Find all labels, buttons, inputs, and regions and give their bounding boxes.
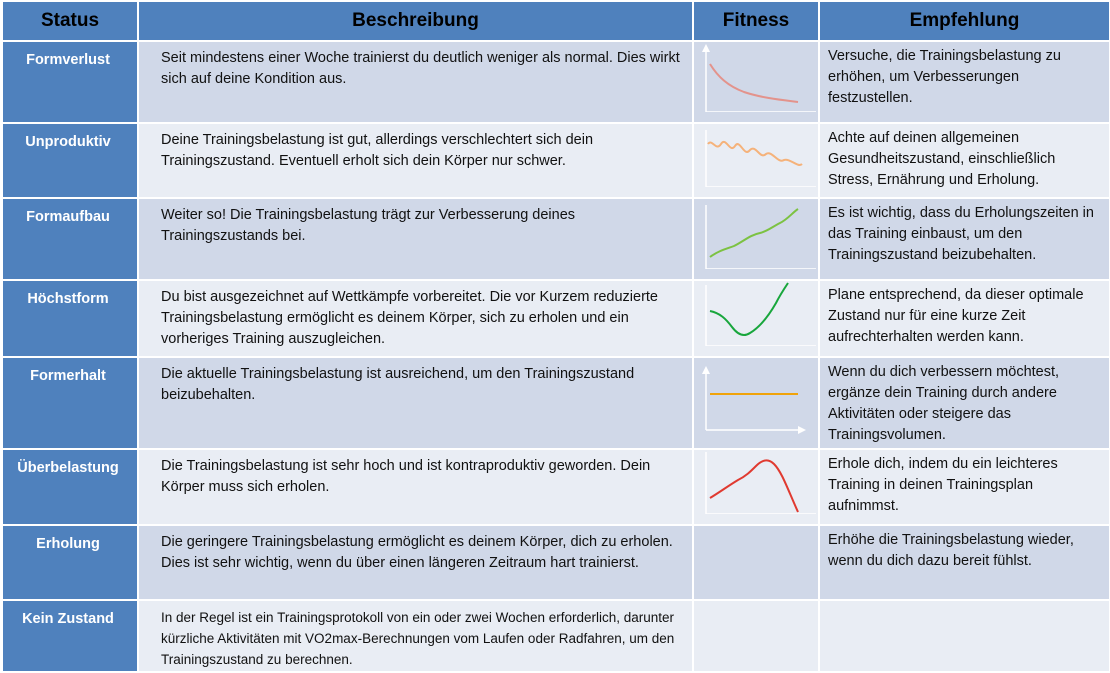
- fitness-chart: [694, 358, 816, 438]
- fitness-cell: [693, 123, 819, 198]
- header-description: Beschreibung: [138, 1, 693, 41]
- fitness-cell: [693, 449, 819, 525]
- status-label: Formverlust: [26, 52, 110, 68]
- x-axis-arrow-icon: [798, 426, 806, 434]
- status-cell: [2, 123, 138, 198]
- status-cell: [2, 357, 138, 449]
- fitness-cell: [693, 280, 819, 357]
- description-cell: In der Regel ist ein Trainingsprotokoll von ein oder zwei Wochen erforderlich, darunter kürzliche Aktivitäten mit VO2max-Berechnungen vom Laufen oder Radfahren, um den Trainingszustand zu berechnen.: [138, 600, 693, 672]
- status-cell: [2, 41, 138, 123]
- recommendation-cell: Erhöhe die Trainingsbelastung wieder, wenn du dich dazu bereit fühlst.: [819, 525, 1110, 600]
- description-cell: Die aktuelle Trainingsbelastung ist ausreichend, um den Trainingszustand beizubehalten.: [138, 357, 693, 449]
- table-row: [2, 449, 1110, 525]
- header-status: Status: [2, 1, 138, 41]
- status-label: Erholung: [36, 536, 100, 552]
- fitness-cell: [693, 41, 819, 123]
- recommendation-cell: Achte auf deinen allgemeinen Gesundheitszustand, einschließlich Stress, Ernährung und Erholung.: [819, 123, 1110, 198]
- fitness-curve-rise-then-drop: [710, 460, 798, 512]
- recommendation-cell: Versuche, die Trainingsbelastung zu erhöhen, um Verbesserungen festzustellen.: [819, 41, 1110, 123]
- description-cell: Die Trainingsbelastung ist sehr hoch und ist kontraproduktiv geworden. Dein Körper muss sich erholen.: [138, 449, 693, 525]
- description-cell: Du bist ausgezeichnet auf Wettkämpfe vorbereitet. Die vor Kurzem reduzierte Trainingsbelastung ermöglicht es deinem Körper, sich zu erholen und ein vorheriges Training auszugleichen.: [138, 280, 693, 357]
- table-row: [2, 123, 1110, 198]
- header-fitness: Fitness: [693, 1, 819, 41]
- fitness-cell: [693, 600, 819, 672]
- status-cell: [2, 449, 138, 525]
- fitness-chart: [694, 450, 816, 514]
- header-recommendation: Empfehlung: [819, 1, 1110, 41]
- fitness-curve-dip-then-rise: [710, 283, 788, 335]
- fitness-chart: [694, 199, 816, 269]
- status-cell: [2, 600, 138, 672]
- recommendation-cell: [819, 600, 1110, 672]
- status-label: Kein Zustand: [22, 611, 114, 627]
- fitness-curve-rising: [710, 209, 798, 257]
- table-row: [2, 280, 1110, 357]
- axes: [706, 205, 816, 269]
- status-cell: [2, 525, 138, 600]
- fitness-cell: [693, 525, 819, 600]
- table-row: [2, 198, 1110, 280]
- y-axis-arrow-icon: [702, 44, 710, 52]
- fitness-curve-wavy-declining: [708, 142, 802, 165]
- description-cell: Seit mindestens einer Woche trainierst du deutlich weniger als normal. Dies wirkt sich auf deine Kondition aus.: [138, 41, 693, 123]
- table-row: [2, 357, 1110, 449]
- recommendation-cell: Es ist wichtig, dass du Erholungszeiten in das Training einbaust, um den Trainingszustand beizubehalten.: [819, 198, 1110, 280]
- status-label: Überbelastung: [17, 460, 119, 476]
- fitness-curve-declining: [710, 64, 798, 102]
- status-label: Höchstform: [27, 291, 109, 307]
- axes: [706, 372, 800, 430]
- fitness-cell: [693, 198, 819, 280]
- fitness-chart: [694, 124, 816, 187]
- fitness-chart: [694, 42, 816, 112]
- recommendation-cell: Erhole dich, indem du ein leichteres Training in deinen Trainingsplan aufnimmst.: [819, 449, 1110, 525]
- status-label: Formerhalt: [30, 368, 106, 384]
- fitness-cell: [693, 357, 819, 449]
- recommendation-cell: Wenn du dich verbessern möchtest, ergänze dein Training durch andere Aktivitäten oder steigere das Trainingsvolumen.: [819, 357, 1110, 449]
- fitness-chart: [694, 281, 816, 346]
- status-label: Unproduktiv: [25, 134, 111, 150]
- table-row: [2, 600, 1110, 672]
- axes: [706, 130, 816, 187]
- status-label: Formaufbau: [26, 209, 110, 225]
- header-row: [2, 1, 1110, 41]
- status-cell: [2, 280, 138, 357]
- description-cell: Deine Trainingsbelastung ist gut, allerdings verschlechtert sich dein Trainingszustand. Eventuell erholt sich dein Körper nur schwer.: [138, 123, 693, 198]
- table-row: [2, 525, 1110, 600]
- axes: [706, 50, 816, 112]
- y-axis-arrow-icon: [702, 366, 710, 374]
- axes: [706, 285, 816, 346]
- description-cell: Die geringere Trainingsbelastung ermöglicht es deinem Körper, dich zu erholen. Dies ist sehr wichtig, wenn du über einen längeren Zeitraum hart trainierst.: [138, 525, 693, 600]
- training-status-table: [1, 0, 1110, 673]
- table-row: [2, 41, 1110, 123]
- recommendation-cell: Plane entsprechend, da dieser optimale Zustand nur für eine kurze Zeit aufrechterhalten werden kann.: [819, 280, 1110, 357]
- status-cell: [2, 198, 138, 280]
- description-cell: Weiter so! Die Trainingsbelastung trägt zur Verbesserung deines Trainingszustands bei.: [138, 198, 693, 280]
